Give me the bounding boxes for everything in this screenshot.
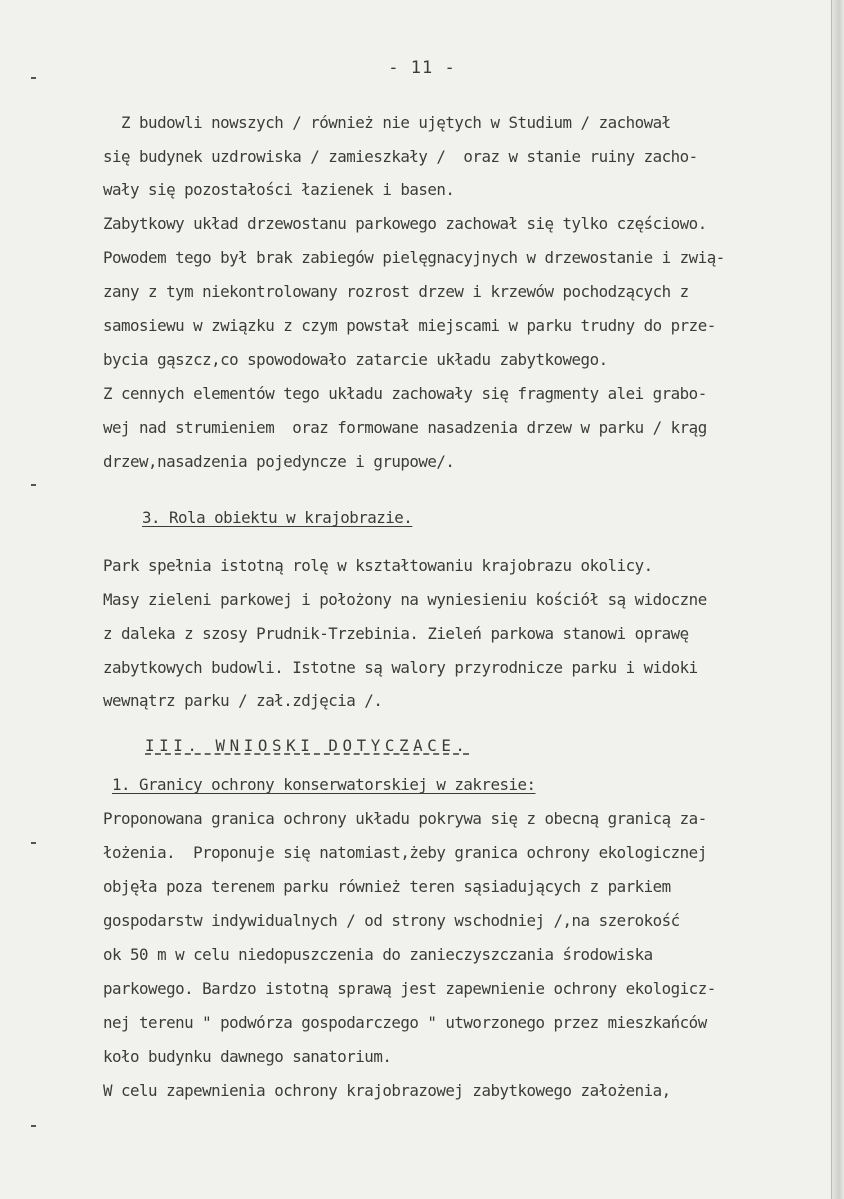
section-heading: 3. Rola obiektu w krajobrazie. — [142, 508, 413, 527]
margin-mark — [31, 484, 36, 486]
text-line: z daleka z szosy Prudnik-Trzebinia. Zieleń parkowa stanowi oprawę — [103, 624, 689, 643]
text-line: parkowego. Bardzo istotną sprawą jest zapewnienie ochrony ekologicz- — [103, 979, 716, 998]
text-line: Powodem tego był brak zabiegów pielęgnacyjnych w drzewostanie i zwią- — [103, 248, 725, 267]
text-line: samosiewu w związku z czym powstał miejscami w parku trudny do prze- — [103, 316, 716, 335]
margin-mark — [31, 842, 36, 844]
text-line: nej terenu " podwórza gospodarczego " utworzonego przez mieszkańców — [103, 1013, 707, 1032]
text-line: ok 50 m w celu niedopuszczenia do zanieczyszczania środowiska — [103, 945, 653, 964]
text-line: W celu zapewnienia ochrony krajobrazowej zabytkowego założenia, — [103, 1081, 671, 1100]
text-line: drzew,nasadzenia pojedyncze i grupowe/. — [103, 452, 455, 471]
text-line: objęła poza terenem parku również teren sąsiadujących z parkiem — [103, 877, 671, 896]
text-line: łożenia. Proponuje się natomiast,żeby granica ochrony ekologicznej — [103, 843, 707, 862]
scan-edge-line — [831, 0, 832, 1199]
text-line: bycia gąszcz,co spowodowało zatarcie układu zabytkowego. — [103, 350, 608, 369]
text-line: Z budowli nowszych / również nie ujętych w Studium / zachował — [103, 113, 671, 132]
text-line: Park spełnia istotną rolę w kształtowaniu krajobrazu okolicy. — [103, 556, 653, 575]
text-line: Masy zieleni parkowej i położony na wyniesieniu kościół są widoczne — [103, 590, 707, 609]
text-line: gospodarstw indywidualnych / od strony wschodniej /,na szerokość — [103, 911, 680, 930]
text-line: wały się pozostałości łazienek i basen. — [103, 180, 455, 199]
text-line: zany z tym niekontrolowany rozrost drzew i krzewów pochodzących z — [103, 282, 689, 301]
text-line: wej nad strumieniem oraz formowane nasadzenia drzew w parku / krąg — [103, 418, 707, 437]
page-number: - 11 - — [388, 58, 456, 78]
text-line: koło budynku dawnego sanatorium. — [103, 1047, 392, 1066]
text-line: się budynek uzdrowiska / zamieszkały / oraz w stanie ruiny zacho- — [103, 147, 698, 166]
text-line: Z cennych elementów tego układu zachowały się fragmenty alei grabo- — [103, 384, 707, 403]
text-line: Proponowana granica ochrony układu pokrywa się z obecną granicą za- — [103, 809, 707, 828]
margin-mark — [31, 1125, 36, 1127]
text-line: zabytkowych budowli. Istotne są walory przyrodnicze parku i widoki — [103, 658, 698, 677]
text-line: Zabytkowy układ drzewostanu parkowego zachował się tylko częściowo. — [103, 214, 707, 233]
chapter-heading: III. WNIOSKI DOTYCZACE. — [145, 736, 470, 755]
scan-edge — [832, 0, 844, 1199]
text-line: wewnątrz parku / zał.zdjęcia /. — [103, 691, 383, 710]
subsection-heading: 1. Granicy ochrony konserwatorskiej w zakresie: — [112, 775, 536, 794]
